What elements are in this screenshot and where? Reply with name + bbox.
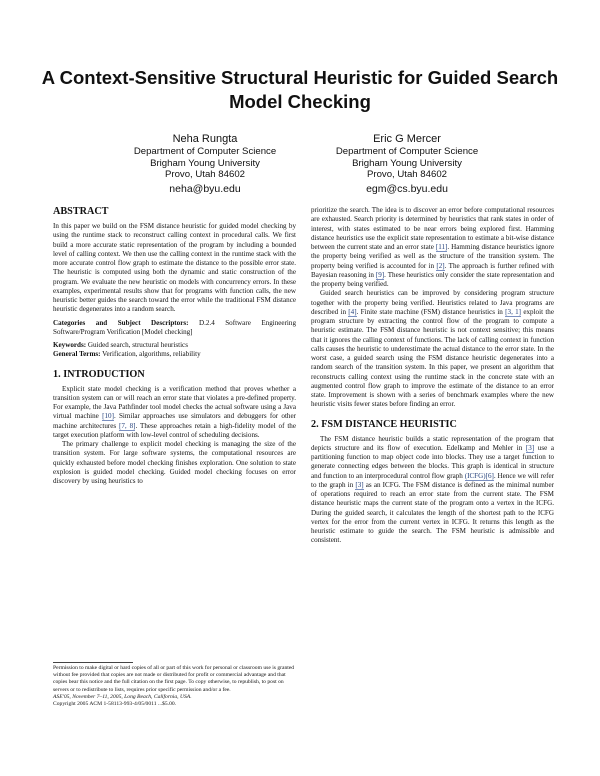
keywords-label: Keywords:	[53, 341, 87, 349]
body-paragraph: The FSM distance heuristic builds a static representation of the program that depicts structure and its flow of execution. Edelkamp and Mehler in [3] use a partitioning function to map object code into blocks. They use a target function to generate connecting edges between the blocks. This graph is identical in structure and function to an interprocedural control flow graph (ICFG)[6]. Hence we will refer to the graph in [3] as an ICFG. The FSM distance is defined as the minimal number of operations required to reach an error state from the current state. The FSM distance heuristic maps the current state of the program onto a vertex in the ICFG. During the guided search, it calculates the length of the shortest path to the ICFG vertex for the error from the current vertex in ICFG. It returns this length as the heuristic estimate to guide the search. The FSM heuristic is admissible and consistent.	[311, 434, 554, 545]
permission-notice: Permission to make digital or hard copies of all or part of this work for personal or classroom use is granted without fee provided that copies are not made or distributed for profit or commercial advantage and that copies bear this notice and the full citation on the first page. To copy otherwise, to republish, to post on servers or to redistribute to lists, requires prior specific permission and/or a fee.	[53, 665, 295, 693]
body-paragraph: Guided search heuristics can be improved by considering program structure together with the property being verified. Heuristics related to Java programs are described in [4]. Finite state machine (FSM) distance heuristics in [3, 1] exploit the program structure by extracting the control flow of the program to compute a heuristic estimate. The FSM distance heuristic is not context sensitive; this means that it ignores the calling context of functions. The lack of calling context in function calls causes the heuristic to underestimate the actual distance to the error state. In the worst case, a guided search using the FSM distance heuristic degenerates into a random search of the transition system. In this paper, we present an algorithm that reconstructs calling context using the runtime stack in the concrete state with an augmented control flow graph to improve the estimate of the distance to an error state. Improvement is shown with a series of benchmark examples where the new heuristic visits fewer states before finding an error.	[311, 289, 555, 409]
general-terms-line	[53, 350, 296, 359]
author-email: neha@byu.edu	[169, 182, 241, 195]
citation-link[interactable]: [3]	[355, 480, 364, 489]
right-column	[311, 206, 554, 546]
general-terms-label: General Terms:	[53, 350, 101, 359]
citation-link[interactable]: [3]	[525, 443, 535, 452]
author-name: Neha Rungta	[172, 133, 238, 145]
venue-line: ASE'05, November 7–11, 2005, Long Beach, California, USA.	[53, 693, 192, 700]
categories-text: D.2.4 Software Engineering Software/Program Verification [Model checking]	[53, 318, 296, 336]
citation-link[interactable]: [9]	[375, 270, 385, 279]
abstract-heading: ABSTRACT	[53, 206, 109, 217]
citation-link[interactable]: [4]	[348, 307, 357, 316]
categories-line	[53, 319, 296, 338]
author-university: Brigham Young University	[352, 157, 462, 169]
copyright-line: Copyright 2005 ACM 1-58113-993-4/05/0011 ...$5.00.	[53, 701, 177, 708]
keywords-line	[53, 341, 296, 350]
citation-link[interactable]: [3, 1]	[505, 307, 522, 316]
author-department: Department of Computer Science	[335, 146, 479, 157]
author-name: Eric G Mercer	[373, 133, 441, 145]
introduction-heading: 1. INTRODUCTION	[53, 368, 145, 380]
copyright-footnote	[53, 665, 296, 708]
citation-link[interactable]: (ICFG)[6]	[464, 471, 494, 480]
categories-label: Categories and Subject Descriptors:	[53, 318, 189, 327]
author-address: Provo, Utah 84602	[164, 169, 245, 180]
author-address: Provo, Utah 84602	[366, 169, 447, 180]
citation-link[interactable]: [11]	[435, 243, 448, 251]
intro-paragraph: The primary challenge to explicit model checking is managing the size of the transition system. For large software systems, the computational resources are quickly exhausted before model checking finishes exploration. One solution to state explosion is guided model checking. Guided model checking focuses on error discovery by using heuristics to	[53, 440, 296, 485]
citation-link[interactable]: [2]	[436, 261, 445, 270]
citation-link[interactable]: [10]	[102, 412, 114, 421]
author-block	[297, 133, 517, 196]
general-terms-text: Verification, algorithms, reliability	[102, 350, 201, 359]
citation-link[interactable]: [7, 8]	[119, 421, 136, 430]
footnote-rule	[53, 662, 133, 663]
author-block	[95, 133, 315, 196]
paper-title: A Context-Sensitive Structural Heuristic for Guided Search Model Checking	[41, 67, 559, 112]
body-paragraph: prioritize the search. The idea is to discover an error before computational resources are exhausted. Search priority is determined by heuristics that rank states in order of interest, with states estimated to be near errors being explored first. Hamming distance heuristics use the explicit state representation to estimate a bit-wise distance between the current state and an error state [11]. Hamming distance heuristics ignore the property being verified as well as the structure of the transition system. The property being verified is accounted for in [2]. The approach is further refined with Bayesian reasoning in [9]. These heuristics only consider the state representation and the property being verified.	[311, 206, 554, 288]
author-department: Department of Computer Science	[133, 146, 277, 157]
author-email: egm@cs.byu.edu	[366, 182, 448, 195]
intro-paragraph: Explicit state model checking is a verification method that proves whether a transition system can or will reach an error state that violates a pre-defined property. For example, the Java Pathfinder tool model checks the actual software using a Java virtual machine [10]. Similar approaches use simulators and debuggers for other machine architectures [7, 8]. These approaches retain a high-fidelity model of the target execution platform with low-level control of scheduling decisions.	[53, 384, 296, 439]
section2-heading: 2. FSM DISTANCE HEURISTIC	[311, 418, 457, 430]
left-column	[53, 206, 296, 486]
keywords-text: Guided search, structural heuristics	[87, 341, 188, 349]
abstract-text: In this paper we build on the FSM distance heuristic for guided model checking by using the runtime stack to reconstruct calling context in procedural calls. We first build a more accurate static representation of the program by including a bounded level of calling context. We then use the calling context in the runtime stack with the more accurate control flow graph to estimate the distance to the possible error state. The heuristic is computed using both the dynamic and static construction of the program. We evaluate the new heuristic on models with concurrency errors. In these examples, experimental results show that for programs with function calls, the new heuristic better guides the search toward the error while the traditional FSM distance heuristic degenerates into a random search.	[53, 222, 296, 314]
author-university: Brigham Young University	[150, 157, 260, 169]
